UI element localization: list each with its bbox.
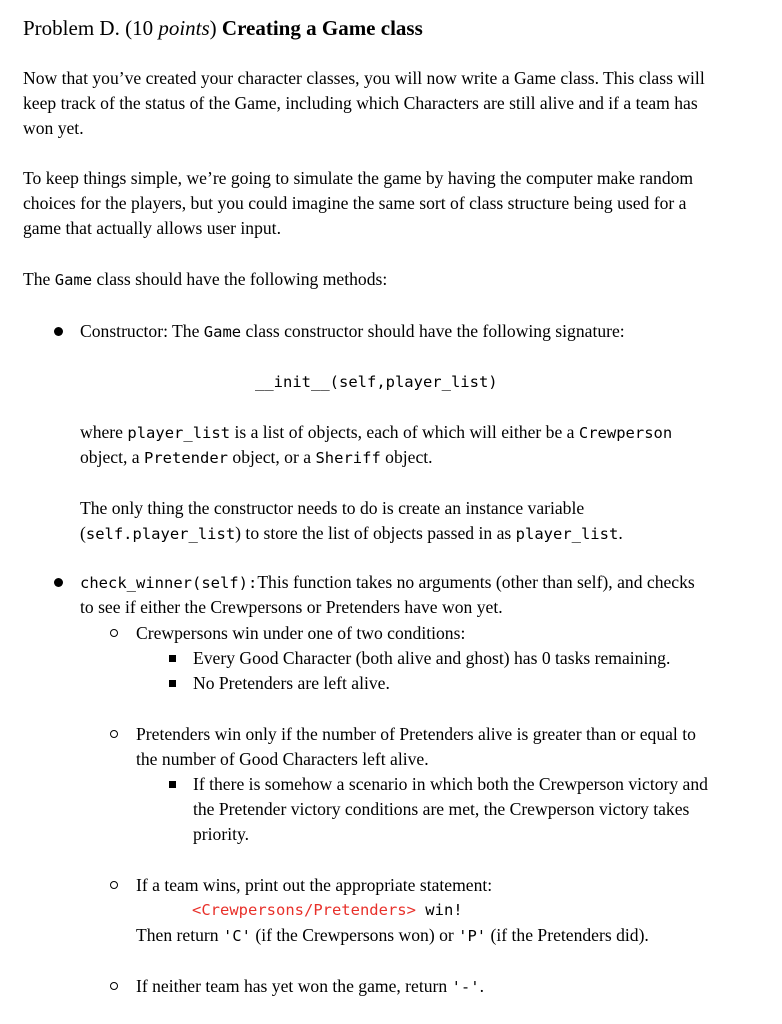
constructor-item: Constructor: The Game class constructor should have the following signature:	[80, 321, 625, 341]
check-winner-desc: to see if either the Crewpersons or Pretenders have won yet.	[80, 597, 503, 617]
return-line: Then return 'C' (if the Crewpersons won) or 'P' (if the Pretenders did).	[136, 925, 649, 945]
check-winner-item: check_winner(self):This function takes no arguments (other than self), and checks	[80, 572, 695, 592]
bullet-circle	[110, 881, 118, 889]
neither-item: If neither team has yet won the game, return '-'.	[136, 976, 484, 996]
bullet-square	[169, 655, 176, 662]
bullet-square	[169, 781, 176, 788]
bullet-circle	[110, 730, 118, 738]
pretender-win-item: Pretenders win only if the number of Pretenders alive is greater than or equal to	[136, 724, 696, 744]
bullet-circle	[110, 982, 118, 990]
constructor-where-line2: object, a Pretender object, or a Sheriff object.	[80, 447, 433, 467]
bullet-disc	[54, 578, 63, 587]
crew-condition-1: Every Good Character (both alive and ghost) has 0 tasks remaining.	[193, 648, 671, 668]
constructor-only-line1: The only thing the constructor needs to do is create an instance variable	[80, 498, 585, 518]
pretender-win-item-cont: the number of Good Characters left alive.	[136, 749, 429, 769]
team-wins-item: If a team wins, print out the appropriate statement:	[136, 875, 493, 895]
methods-intro: The Game class should have the following methods:	[23, 269, 388, 289]
bullet-circle	[110, 629, 118, 637]
constructor-signature: __init__(self,player_list)	[255, 373, 498, 391]
bullet-disc	[54, 327, 63, 336]
tie-rule-line2: the Pretender victory conditions are met, the Crewperson victory takes	[193, 799, 690, 819]
bullet-square	[169, 680, 176, 687]
tie-rule-line1: If there is somehow a scenario in which both the Crewperson victory and	[193, 774, 708, 794]
constructor-only-line2: (self.player_list) to store the list of objects passed in as player_list.	[80, 523, 623, 543]
problem-title: Problem D. (10 points) Creating a Game class	[23, 16, 423, 40]
crew-condition-2: No Pretenders are left alive.	[193, 673, 390, 693]
tie-rule-line3: priority.	[193, 824, 250, 844]
win-statement-code: <Crewpersons/Pretenders> win!	[192, 901, 463, 919]
crew-win-item: Crewpersons win under one of two conditions:	[136, 623, 466, 643]
constructor-where-line1: where player_list is a list of objects, each of which will either be a Crewperson	[80, 422, 673, 442]
